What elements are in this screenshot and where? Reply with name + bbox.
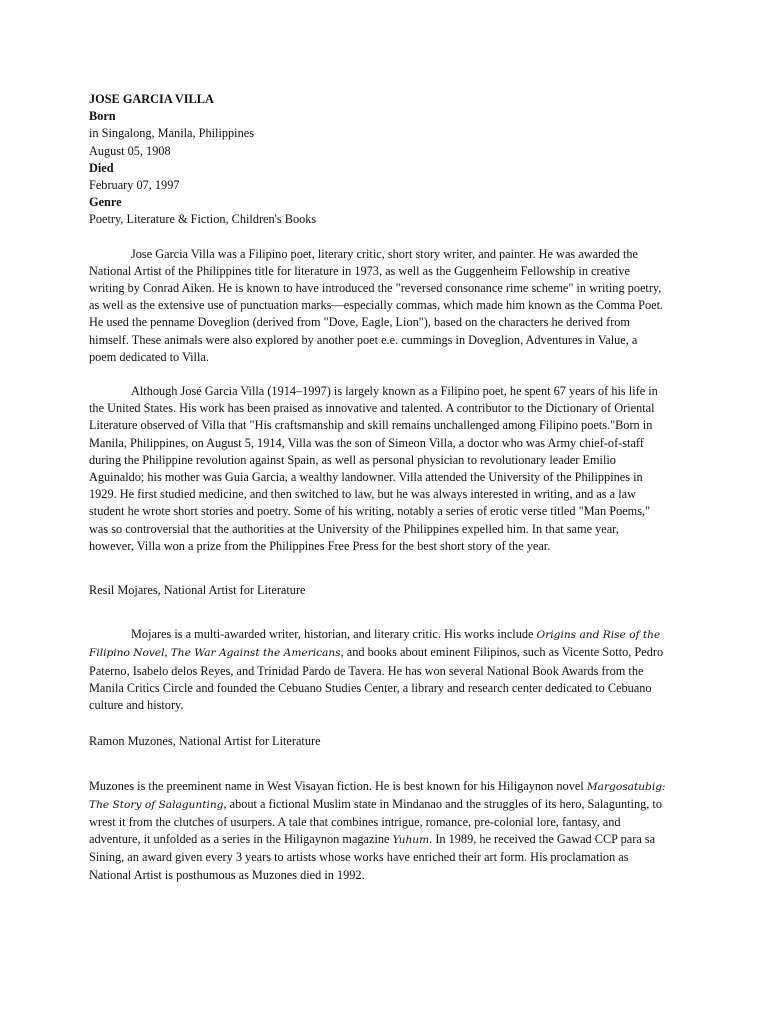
text-line: himself. These animals were also explored by another poet e.e. cummings in Doveglion, Adventures in Value, a [89,332,638,347]
work-title: The War Against the Americans [170,647,341,660]
text-line: Manila Critics Circle and founded the Cebuano Studies Center, a library and research center dedicated to Cebuano [89,680,652,695]
text-line [89,831,681,849]
work-title: Yuhum [392,834,430,847]
text-run: Muzones is the preeminent name in West Visayan fiction. He is best known for his Hiligaynon novel [89,778,587,793]
text-run: , [164,645,171,660]
text-run: , and books about eminent Filipinos, such as Vicente Sotto, Pedro [340,645,664,660]
text-line: writing by Conrad Aiken. He is known to have introduced the "reversed consonance rime scheme" in writing poetry, [89,281,662,296]
genre-label: Genre [89,195,122,210]
text-line: poem dedicated to Villa. [89,349,209,364]
subject-name: JOSE GARCIA VILLA [89,92,214,106]
text-line: 1929. He first studied medicine, and then switched to law, but he was always interested in writing, and as a law [89,487,636,502]
text-line: wrest it from the clutches of usurpers. A tale that combines intrigue, romance, pre-colonial lore, fantasy, and [89,814,621,829]
text-run: Mojares is a multi-awarded writer, historian, and literary critic. His works include [131,627,537,642]
born-place: in Singalong, Manila, Philippines [89,126,254,141]
text-run: , about a fictional Muslim state in Mindanao and the struggles of its hero, Salagunting, to [223,796,662,811]
text-line: Although José Garcia Villa (1914–1997) is largely known as a Filipino poet, he spent 67 years of his life in [131,384,658,399]
text-line: culture and history. [89,698,184,713]
text-line: as well as the extensive use of punctuation marks—especially commas, which made him known as the Comma Poet. [89,298,664,313]
text-line: Sining, an award given every 3 years to artists whose works have enriched their art form. His proclamation as [89,850,629,865]
died-date: February 07, 1997 [89,178,180,193]
text-line: Paterno, Isabelo delos Reyes, and Trinidad Pardo de Tavera. He has won several National Book Awards from the [89,663,644,678]
born-label: Born [89,109,116,124]
text-line: student he wrote short stories and poetry. Some of his writing, notably a series of erotic verse titled "Man Poems," [89,504,651,519]
work-title: Margosatubig: [586,780,666,793]
work-title: Origins and Rise of the [536,629,661,642]
text-line [89,796,681,814]
text-line: Jose Garcia Villa was a Filipino poet, literary critic, short story writer, and painter. He was awarded the [131,246,638,261]
muzones-paragraph [89,778,681,884]
work-title: The Story of Salagunting [89,798,224,811]
villa-bio-paragraph-2 [89,383,681,555]
text-line: during the Philippine revolution against Spain, as well as personal physician to revolutionary leader Emilio [89,452,616,467]
document-page [89,91,681,884]
text-line: however, Villa won a prize from the Philippines Free Press for the best short story of the year. [89,538,551,553]
text-line: National Artist of the Philippines title for literature in 1973, as well as the Guggenheim Fellowship in creative [89,263,630,278]
text-line: Aguinaldo; his mother was Guia Garcia, a wealthy landowner. Villa attended the University of the Philippines in [89,470,643,485]
villa-bio-paragraph-1 [89,246,681,366]
mojares-heading: Resil Mojares, National Artist for Literature [89,583,306,598]
work-title: Filipino Novel [89,647,165,660]
text-line: was so controversial that the authorities at the University of the Philippines expelled him. In that same year, [89,521,619,536]
text-run: . In 1989, he received the Gawad CCP para sa [429,832,656,847]
died-label: Died [89,160,114,175]
text-line: the United States. His work has been praised as innovative and talented. A contributor to the Dictionary of Oriental [89,401,655,416]
text-run: adventure, it unfolded as a series in the Hiligaynon magazine [89,832,393,847]
text-line: National Artist is posthumous as Muzones died in 1992. [89,867,365,882]
text-line: He used the penname Doveglion (derived from "Dove, Eagle, Lion"), based on the characters he derived from [89,315,630,330]
mojares-paragraph [89,626,681,714]
text-line [89,644,681,662]
born-date: August 05, 1908 [89,143,171,158]
text-line: Manila, Philippines, on August 5, 1914, Villa was the son of Simeon Villa, a doctor who was Army chief-of-staff [89,435,644,450]
text-line [89,778,681,796]
genre-value: Poetry, Literature & Fiction, Children's Books [89,212,317,227]
text-line [89,626,681,644]
muzones-heading: Ramon Muzones, National Artist for Literature [89,734,321,749]
text-line: Literature observed of Villa that "His craftsmanship and skill remains unchallenged among Filipino poets."Born in [89,418,653,433]
